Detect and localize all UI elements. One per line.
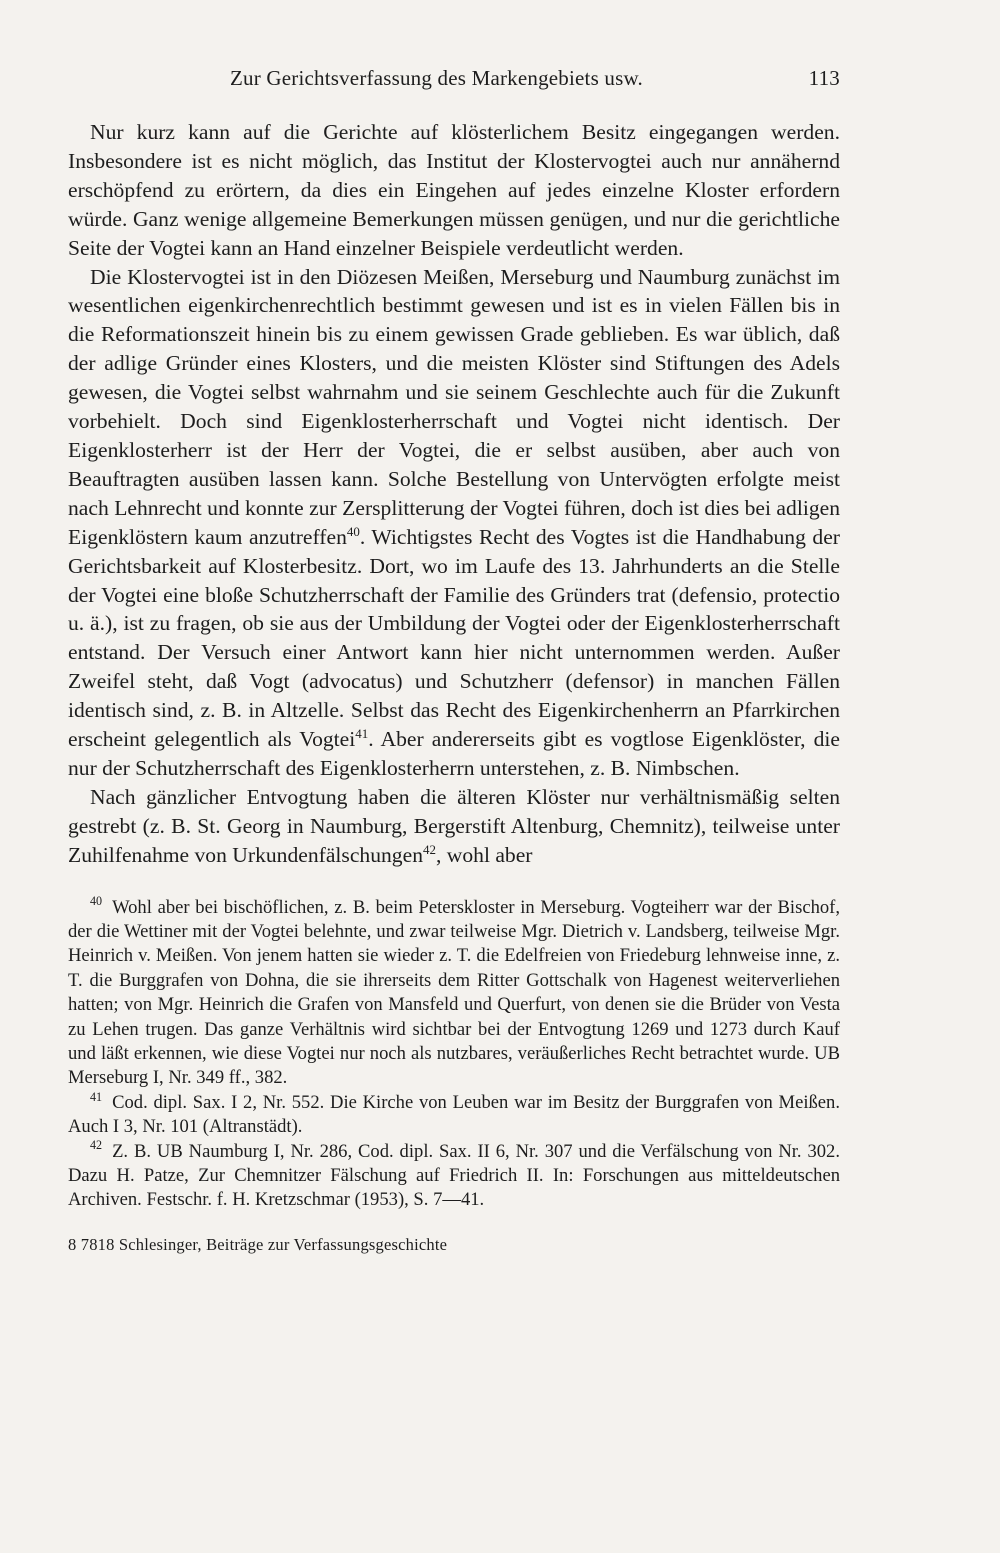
printer-signature: 8 7818 Schlesinger, Beiträge zur Verfassungsgeschichte — [68, 1234, 448, 1254]
footnote-42 — [68, 1140, 840, 1213]
paragraph-2-text-a: Die Klostervogtei ist in den Diözesen Meißen, Merseburg und Naumburg zunächst im wesentlichen eigenkirchenrechtlich bestimmt gewesen und ist es in vielen Fällen bis in die Reformationszeit hinein bis zu einem gewissen Grade geblieben. Es war üblich, daß der adlige Gründer eines Klosters, und die meisten Klöster sind Stiftungen des Adels gewesen, die Vogtei selbst wahrnahm und sie seinem Geschlechte auch für die Zukunft vorbehielt. Doch sind Eigenklosterherrschaft und Vogtei nicht identisch. Der Eigenklosterherr ist der Herr der Vogtei, die er selbst ausüben, aber auch von Beauftragten ausüben lassen kann. Solche Bestellung von Untervögten erfolgte meist nach Lehnrecht und konnte zur Zersplitterung der Vogtei führen, doch ist dies bei adligen Eigenklöstern kaum anzutreffen — [68, 264, 840, 549]
paragraph-1 — [68, 118, 840, 263]
page-number: 113 — [808, 66, 840, 90]
footnote-ref-40: 40 — [346, 523, 360, 539]
paragraph-3-text-a: Nach gänzlicher Entvogtung haben die älteren Klöster nur verhältnismäßig selten gestrebt (z. B. St. Georg in Naumburg, Bergerstift Altenburg, Chemnitz), teilweise unter Zuhilfenahme von Urkundenfälschungen — [68, 784, 840, 867]
paragraph-2-text-b: . Wichtigstes Recht des Vogtes ist die Handhabung der Gerichtsbarkeit auf Klosterbesitz. Dort, wo im Laufe des 13. Jahrhunderts an die Stelle der Vogtei eine bloße Schutzherrschaft der Familie des Gründers trat (defensio, protectio u. ä.), ist zu fragen, ob sie aus der Umbildung der Vogtei oder der Eigenklosterherrschaft entstand. Der Versuch einer Antwort kann hier nicht unternommen werden. Außer Zweifel steht, daß Vogt (advocatus) und Schutzherr (defensor) in manchen Fällen identisch sind, z. B. in Altzelle. Selbst das Recht des Eigenkirchenherrn an Pfarrkirchen erscheint gelegentlich als Vogtei — [68, 524, 840, 752]
running-head — [68, 66, 840, 100]
footnote-text-40: Wohl aber bei bischöflichen, z. B. beim Peterskloster in Merseburg. Vogteiherr war der Bischof, der die Wettiner mit der Vogtei belehnte, und zwar teilweise Mgr. Dietrich v. Landsberg, teilweise Mgr. Heinrich v. Meißen. Von jenem hatten sie wieder z. T. die Edelfreien von Friedeburg lehnweise inne, z. T. die Burggrafen von Dohna, die sie ihrerseits dem Ritter Gottschalk von Hagenest weiterverliehen hatten; von Mgr. Heinrich die Grafen von Mansfeld und Querfurt, von denen sie die Brüder von Vesta zu Lehen trugen. Das ganze Verhältnis wird sichtbar bei der Entvogtung 1269 und 1273 durch Kauf und läßt erkennen, wie diese Vogtei nur noch als nutzbares, veräußerliches Recht betrachtet wurde. UB Merseburg I, Nr. 349 ff., 382. — [68, 896, 840, 1089]
body-text — [68, 118, 840, 870]
footnote-mark-41: 41 — [90, 1089, 103, 1104]
book-page — [68, 66, 840, 1255]
footnote-text-42: Z. B. UB Naumburg I, Nr. 286, Cod. dipl. Sax. II 6, Nr. 307 und die Verfälschung von Nr. 302. Dazu H. Patze, Zur Chemnitzer Fälschung auf Friedrich II. In: Forschungen aus mitteldeutschen Archiven. Festschr. f. H. Kretzschmar (1953), S. 7—41. — [68, 1140, 840, 1211]
running-title: Zur Gerichtsverfassung des Markengebiets usw. — [230, 66, 643, 90]
paragraph-2 — [68, 263, 840, 783]
paragraph-3-text-b: , wohl aber — [435, 842, 533, 867]
footnotes — [68, 896, 840, 1213]
footnote-40 — [68, 896, 840, 1091]
footnote-ref-42: 42 — [423, 841, 436, 857]
paragraph-3 — [68, 783, 840, 870]
footnote-text-41: Cod. dipl. Sax. I 2, Nr. 552. Die Kirche von Leuben war im Besitz der Burggrafen von Meißen. Auch I 3, Nr. 101 (Altranstädt). — [68, 1091, 840, 1138]
footnote-41 — [68, 1091, 840, 1140]
footnote-ref-41: 41 — [355, 725, 369, 741]
paragraph-1-text: Nur kurz kann auf die Gerichte auf klösterlichem Besitz eingegangen werden. Insbesondere ist es nicht möglich, das Institut der Klostervogtei auch nur annähernd erschöpfend zu erörtern, da dies ein Eingehen auf jedes einzelne Kloster erfordern würde. Ganz wenige allgemeine Bemerkungen müssen genügen, und nur die gerichtliche Seite der Vogtei kann an Hand einzelner Beispiele verdeutlicht werden. — [68, 120, 840, 260]
paragraph-2-text-c: . Aber andererseits gibt es vogtlose Eigenklöster, die nur der Schutzherrschaft des Eigenklosterherrn unterstehen, z. B. Nimbschen. — [68, 727, 840, 780]
footnote-mark-42: 42 — [90, 1138, 103, 1153]
footnote-mark-40: 40 — [90, 894, 103, 909]
